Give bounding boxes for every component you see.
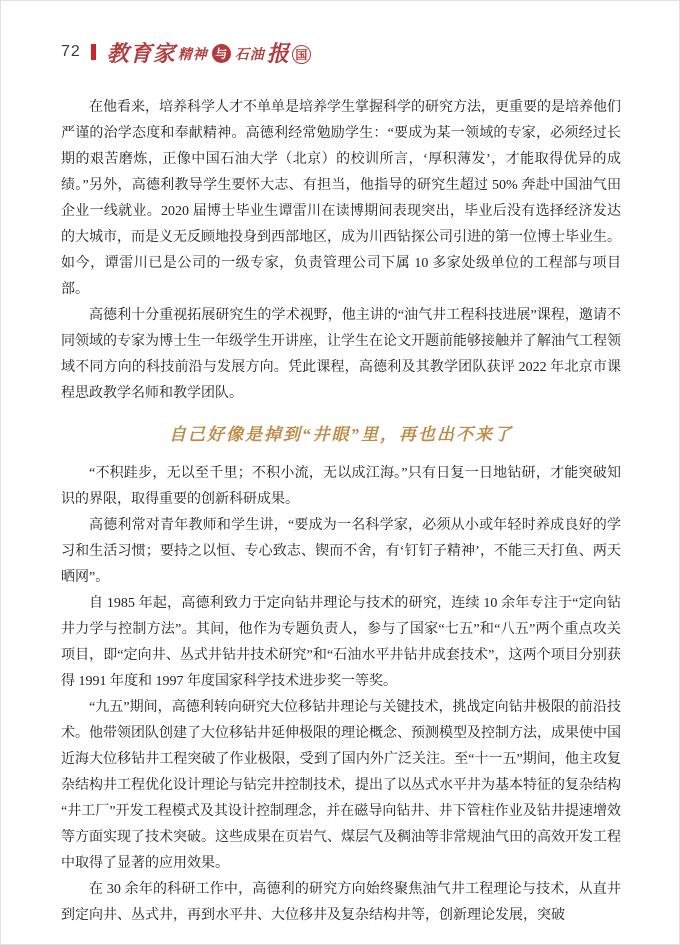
paragraph: 高德利十分重视拓展研究生的学术视野，他主讲的“油气井工程科技进展”课程，邀请不同领域的专家为博士生一年级学生开讲座，让学生在论文开题前能够接触并了解油气工程领域不同方向的科技前沿与发展方向。凭此课程，高德利及其教学团队获评 2022 年北京市课程思政教学名师和教学团队。 xyxy=(61,308,621,401)
paragraph: 自 1985 年起，高德利致力于定向钻井理论与技术的研究，连续 10 余年专注于“定向钻井力学与控制方法”。其间，他作为专题负责人，参与了国家“七五”和“八五”两个重点攻关项目，即“定向井、丛式井钻井技术研究”和“石油水平井钻井成套技术”，这两个项目分别获得 1991 年度和 1997 年度国家科学技术进步奖一等奖。 xyxy=(61,596,621,689)
masthead-circle-yu: 与 xyxy=(212,44,231,63)
paragraph: 在 30 余年的科研工作中，高德利的研究方向始终聚焦油气井工程理论与技术，从直井到定向井、丛式井，再到水平井、大位移井及复杂结构井等，创新理论发展，突破 xyxy=(61,882,621,923)
masthead-text-bao: 报 xyxy=(266,40,290,66)
masthead-text-jiaoyujia: 教育家 xyxy=(106,40,176,66)
paragraph: 在他看来，培养科学人才不单单是培养学生掌握科学的研究方法，更重要的是培养他们严谨的治学态度和奉献精神。高德利经常勉励学生：“要成为某一领域的专家，必须经过长期的艰苦磨炼，正像中国石油大学（北京）的校训所言，‘厚积薄发’，才能取得优异的成绩。”另外，高德利教导学生要怀大志、有担当，他指导的研究生超过 50% 奔赴中国油气田企业一线就业。2020 届博士毕业生谭雷川在读博期间表现突出，毕业后没有选择经济发达的大城市，而是义无反顾地投身到西部地区，成为川西钻探公司引进的第一位博士毕业生。如今，谭雷川已是公司的一级专家，负责管理公司下属 10 多家处级单位的工程部与项目部。 xyxy=(61,100,621,297)
page-header xyxy=(61,35,619,69)
masthead-text-shiyou: 石油 xyxy=(234,48,265,63)
paragraph: “不积跬步，无以至千里；不积小流，无以成江海。”只有日复一日地钻研，才能突破知识的界限，取得重要的创新科研成果。 xyxy=(61,466,621,507)
masthead-logo xyxy=(107,37,311,68)
paragraph: 高德利常对青年教师和学生讲，“要成为一名科学家，必须从小或年轻时养成良好的学习和生活习惯；要持之以恒、专心致志、锲而不舍，有‘钉钉子精神’，不能三天打鱼、两天晒网”。 xyxy=(61,518,621,585)
masthead-text-jingshen: 精神 xyxy=(177,48,208,63)
divider-bar xyxy=(91,44,96,60)
section-heading: 自己好像是掉到“井眼”里，再也出不来了 xyxy=(169,425,513,444)
masthead-circle-guo: 国 xyxy=(292,45,311,64)
article-body xyxy=(61,95,621,929)
page-number: 72 xyxy=(61,43,81,60)
paragraph: “九五”期间，高德利转向研究大位移钻井理论与关键技术，挑战定向钻井极限的前沿技术。他带领团队创建了大位移钻井延伸极限的理论概念、预测模型及控制方法，成果使中国近海大位移钻井工程突破了作业极限，受到了国内外广泛关注。至“十一五”期间，他主攻复杂结构井工程优化设计理论与钻完井控制技术，提出了以丛式水平井为基本特征的复杂结构“井工厂”开发工程模式及其设计控制理念，并在磁导向钻井、井下管柱作业及钻井提速增效等方面实现了技术突破。这些成果在页岩气、煤层气及稠油等非常规油气田的高效开发工程中取得了显著的应用效果。 xyxy=(61,700,621,871)
